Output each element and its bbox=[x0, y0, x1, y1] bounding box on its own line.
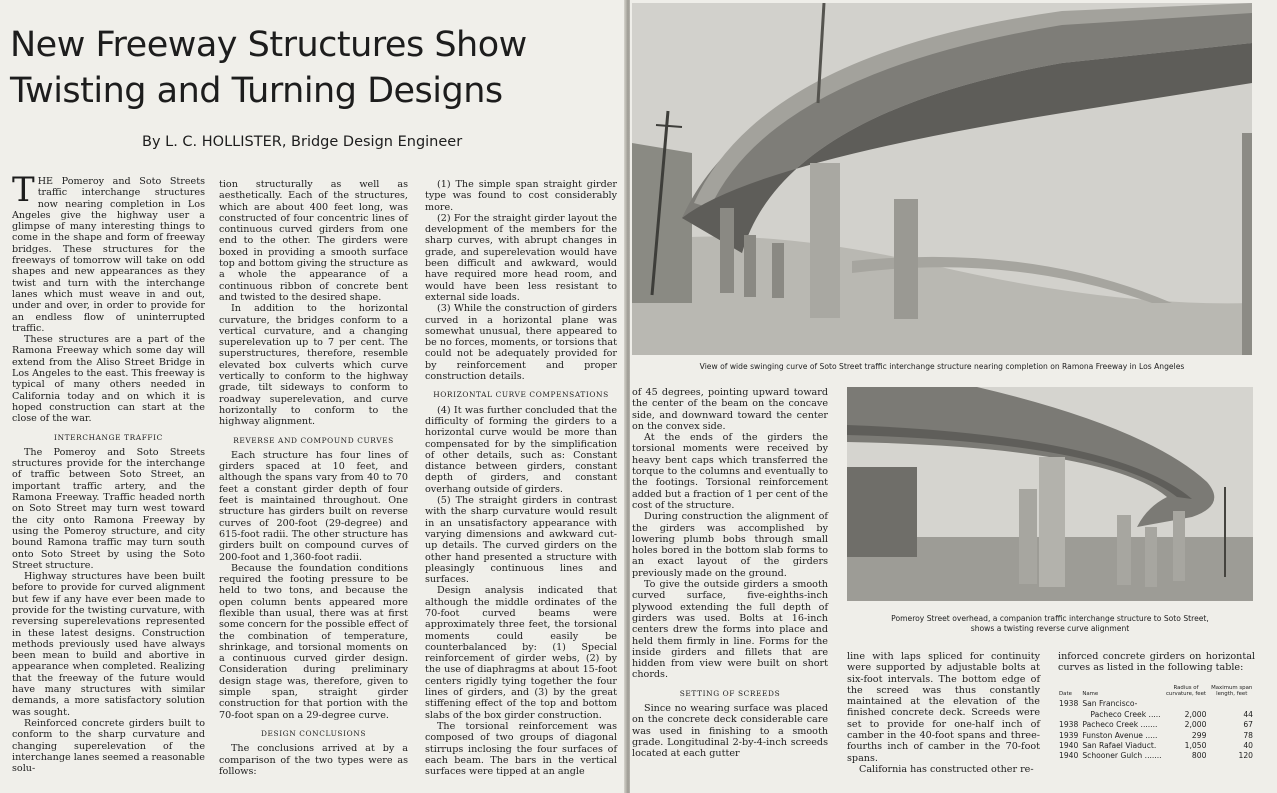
paragraph: (4) It was further concluded that the difficulty of forming the girders to a horizontal curve would be more than compensated for by the simplification of other details, such as: Constant distance between girders, constant depth of girders, and constant overhang outside of girders. bbox=[425, 404, 617, 495]
title-line-2: Twisting and Turning Designs bbox=[10, 71, 503, 111]
paragraph: (2) For the straight girder layout the development of the members for the sharp curves, with abrupt changes in grade, and superelevation would have been difficult and awkward, would have required more head room, and would have been less resistant to external side loads. bbox=[425, 212, 617, 303]
paragraph: line with laps spliced for continuity were supported by adjustable bolts at six-foot intervals. The bottom edge of the screed was thus constantly maintained at the elevation of the finished concrete deck. Screeds were set to provide for one-half inch of camber in the 40-foot spans and three-fourths inch of camber in the 70-foot spans. bbox=[847, 651, 1040, 764]
column-1 bbox=[12, 170, 205, 775]
table-row: 1938 Pacheco Creek ....... 2,000 67 bbox=[1059, 720, 1253, 730]
left-page bbox=[0, 0, 628, 793]
paragraph: (3) While the construction of girders curved in a horizontal plane was somewhat unusual, there appeared to be no forces, moments, or torsions that could not be adequately provided for by reinforcement and proper construction details. bbox=[425, 303, 617, 383]
photo-caption: View of wide swinging curve of Soto Street traffic interchange structure nearing completion on Ramona Freeway in Los Angeles bbox=[699, 362, 1185, 371]
table-row: Pacheco Creek ..... 2,000 44 bbox=[1090, 709, 1253, 719]
section-heading: HORIZONTAL CURVE COMPENSATIONS bbox=[433, 390, 609, 400]
title-line-1: New Freeway Structures Show bbox=[10, 25, 527, 65]
pomeroy-illustration bbox=[847, 387, 1253, 601]
drop-cap: T bbox=[12, 170, 35, 210]
section-heading: REVERSE AND COMPOUND CURVES bbox=[233, 435, 394, 445]
paragraph: During construction the alignment of the girders was accomplished by lowering plumb bobs through small holes bored in the bottom slab forms to an exact layout of the girders previously made on the ground. bbox=[632, 511, 828, 579]
table-row: 1940 San Rafael Viaduct. 1,050 40 bbox=[1059, 741, 1253, 751]
paragraph: California has constructed other re- bbox=[859, 763, 1034, 775]
col-date: Date bbox=[1059, 691, 1072, 698]
overpass-illustration bbox=[632, 3, 1252, 355]
freeway-overpass-photo bbox=[632, 3, 1252, 355]
section-heading: SETTING OF SCREEDS bbox=[679, 688, 781, 698]
paragraph: The Pomeroy and Soto Streets structures provide for the interchange of traffic between Soto Street, an important traffic artery, and the Ramona Freeway. Traffic headed north on Soto Street may turn west toward the city onto Ramona Freeway by using the Pomeroy structure, and city bound Ramona traffic may turn south onto Soto Street by using the Soto Street structure. bbox=[12, 446, 205, 571]
paragraph: Each structure has four lines of girders spaced at 10 feet, and although the spans vary from 40 to 70 feet a constant girder depth of four feet is maintained throughout. One structure has girders built on reverse curves of 200-foot (29-degree) and 615-foot radii. The other structure has girders built on compound curves of 200-foot and 1,360-foot radii. bbox=[219, 449, 408, 563]
article-title bbox=[10, 22, 527, 114]
right-page bbox=[630, 0, 1277, 793]
table-row: 1940 Schooner Gulch ....... 800 120 bbox=[1059, 751, 1253, 761]
col-span: Maximum span length, feet bbox=[1211, 685, 1253, 698]
byline: By L. C. HOLLISTER, Bridge Design Engineer bbox=[142, 134, 463, 150]
column-6 bbox=[1058, 651, 1255, 674]
paragraph: (1) The simple span straight girder type was found to cost considerably more. bbox=[425, 179, 617, 213]
paragraph: inforced concrete girders on horizontal curves as listed in the following table: bbox=[1058, 651, 1255, 674]
table-row: 1938 San Francisco- bbox=[1059, 699, 1138, 709]
paragraph: Highway structures have been built before to provide for curved alignment but few if any have ever been made to provide for the twisting curvature, with reversing superelevations represented in these latest designs. Construction methods previously used have always been mean to build and abortive in appearance when completed. Realizing that the freeway of the future would have many structures with similar demands, a more satisfactory solution was sought. bbox=[12, 571, 205, 718]
paragraph: At the ends of the girders the torsional moments were received by heavy bent caps which transferred the torque to the columns and eventually to the footings. Torsional reinforcement added but a fraction of 1 per cent of the cost of the structure. bbox=[632, 432, 828, 511]
col-radius: Radius of curvature, feet bbox=[1165, 685, 1207, 698]
column-4 bbox=[632, 387, 828, 760]
paragraph: Since no wearing surface was placed on the concrete deck considerable care was used in finishing to a smooth grade. Longitudinal 2-by-4-inch screeds located at each gutter bbox=[632, 703, 828, 760]
column-3 bbox=[425, 179, 617, 777]
paragraph: Reinforced concrete girders built to conform to the sharp curvature and changing superelevation of the interchange lanes seemed a reasonable solu- bbox=[12, 717, 205, 775]
section-heading: INTERCHANGE TRAFFIC bbox=[54, 432, 163, 442]
paragraph: In addition to the horizontal curvature, the bridges conform to a vertical curvature, and a changing superelevation up to 7 per cent. The superstructures, therefore, resemble elevated box culverts which curve vertically to conform to the highway grade, tilt sideways to conform to roadway superelevation, and curve horizontally to conform to the highway alignment. bbox=[219, 303, 408, 428]
table-row: 1939 Funston Avenue ..... 299 78 bbox=[1059, 730, 1253, 740]
girder-table bbox=[1057, 685, 1255, 762]
paragraph: To give the outside girders a smooth curved surface, five-eighths-inch plywood extending the full depth of girders was used. Bolts at 16-inch centers drew the forms into place and held them firmly in line. Forms for the inside girders and fillets that are hidden from view were built on short chords. bbox=[632, 579, 828, 681]
paragraph: The conclusions arrived at by a comparison of the two types were as follows: bbox=[219, 743, 408, 777]
paragraph: tion structurally as well as aesthetically. Each of the structures, which are about 400 feet long, was constructed of four concentric lines of continuous curved girders from one end to the other. The girders were boxed in providing a smooth surface top and bottom giving the structure as a whole the appearance of a continuous ribbon of concrete bent and twisted to the desired shape. bbox=[219, 179, 408, 303]
col-name: Name bbox=[1082, 691, 1099, 698]
column-2 bbox=[219, 179, 408, 777]
paragraph: These structures are a part of the Ramona Freeway which some day will extend from the Aliso Street Bridge in Los Angeles to the east. This freeway is typical of many others needed in California today and on which it is hoped construction can start at the close of the war. bbox=[12, 334, 205, 425]
pomeroy-overhead-photo bbox=[847, 387, 1253, 601]
section-heading: DESIGN CONCLUSIONS bbox=[261, 728, 366, 738]
paragraph: (5) The straight girders in contrast with the sharp curvature would result in an unsatisfactory appearance with varying dimensions and awkward cut-up details. The curved girders on the other hand presented a structure with pleasingly continuous lines and surfaces. bbox=[425, 495, 617, 586]
paragraph: of 45 degrees, pointing upward toward the center of the beam on the concave side, and downward toward the center on the convex side. bbox=[632, 387, 828, 432]
photo-caption: Pomeroy Street overhead, a companion traffic interchange structure to Soto Street, shows a twisting reverse curve alignment bbox=[891, 614, 1209, 633]
paragraph: The torsional reinforcement was composed of two groups of diagonal stirrups inclosing the four surfaces of each beam. The bars in the vertical surfaces were tipped at an angle bbox=[425, 720, 617, 778]
paragraph: Because the foundation conditions required the footing pressure to be held to two tons, and because the open column bents appeared more flexible than usual, there was at first some concern for the possible effect of the combination of temperature, shrinkage, and torsional moments on a continuous curved girder design. Consideration during preliminary design stage was, therefore, given to simple span, straight girder construction for that portion with the 70-foot span on a 29-degree curve. bbox=[219, 562, 408, 721]
column-5 bbox=[847, 651, 1040, 775]
table-header-row bbox=[1057, 685, 1255, 699]
paragraph: Design analysis indicated that although the middle ordinates of the 70-foot curved beams were approximately three feet, the torsional moments could easily be counterbalanced by: (1) Special reinforcement of girder webs, (2) by the use of diaphragms at about 15-foot centers rigidly tying together the four lines of girders, and (3) by the great stiffening effect of the top and bottom slabs of the box girder construction. bbox=[425, 585, 617, 721]
paragraph: THE Pomeroy and Soto Streets traffic interchange structures now nearing completion in Los Angeles give the highway user a glimpse of many interesting things to come in the shape and form of freeway bridges. These structures for the freeways of tomorrow will take on odd shapes and new appearances as they twist and turn with the interchange lanes which must weave in and out, under and over, in order to provide for an endless flow of uninterrupted traffic. bbox=[12, 170, 205, 334]
